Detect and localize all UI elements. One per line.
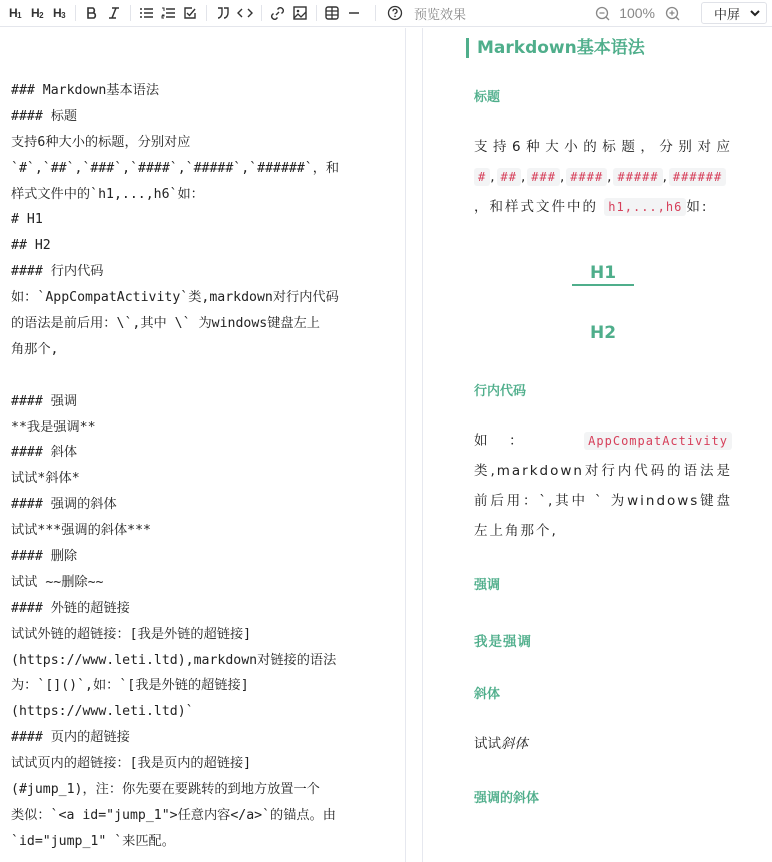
editor-line: 试试*斜体* [11,471,80,487]
image-icon [293,6,307,20]
image-button[interactable] [289,2,311,24]
text: ，和样式文件中的 [474,199,598,215]
unordered-list-button[interactable] [135,2,157,24]
preview-paragraph-headings: 支持6种大小的标题，分别对应 # , ## , ### , #### , ##### , ###### ，和样式文件中的 h1,...,h6 如: [474,139,732,215]
preview-heading-headings: 标题 [474,90,501,105]
zoom-level: 100% [619,5,655,21]
editor-line: (https://www.leti.ltd),markdown对链接的语法 [11,652,337,668]
h1-icon: $H_1$ [8,6,22,20]
h3-icon: $H_3$ [52,6,66,20]
link-icon [270,6,285,21]
preview-strong-text: 我是强调 [474,634,532,650]
editor-line: `#`,`##`,`###`,`####`,`#####`,`######`，和 [11,160,340,176]
checklist-button[interactable] [179,2,201,24]
italic-text: 斜体 [501,736,528,752]
zoom-out-button[interactable] [591,2,613,24]
bullet-list-icon [139,6,154,20]
h2-icon: $H_2$ [30,6,44,20]
editor-line: ### Markdown基本语法 [11,83,160,98]
heading1-button[interactable] [4,2,26,24]
zoom-in-icon [665,6,680,21]
editor-line: 试试***强调的斜体*** [11,523,151,539]
screen-size-select[interactable] [701,2,767,24]
help-icon [387,5,403,21]
italic-button[interactable] [103,2,125,24]
preview-h1: H1 [474,262,732,286]
ordered-list-button[interactable] [157,2,179,24]
heading3-button[interactable] [48,2,70,24]
editor-line: #### 行内代码 [11,264,104,280]
preview-paragraph-italic [474,729,732,759]
preview-h2: H2 [589,323,617,343]
editor-line: #### 标题 [11,108,78,124]
text: 类,markdown对行内代码的语法是前后用：`,其中 ` 为windows键盘左上角那个, [474,463,732,539]
inline-code: h1,...,h6 [604,198,686,216]
editor-line: #### 强调的斜体 [11,497,117,513]
editor-line: ## H2 [11,238,51,254]
toolbar-divider [316,5,317,21]
toolbar-divider [130,5,131,21]
editor-line: 样式文件中的`h1,...,h6`如： [11,186,204,202]
zoom-in-button[interactable] [661,2,683,24]
editor-line: 如：`AppCompatActivity`类,markdown对行内代码 [11,290,339,306]
link-button[interactable] [267,2,289,24]
toolbar-divider [261,5,262,21]
inline-code: ### [527,168,560,186]
editor-line: (https://www.leti.ltd)` [11,704,194,720]
inline-code: #### [566,168,607,186]
editor-line: #### 斜体 [11,445,78,461]
text: 试试 [474,736,501,752]
editor-line: #### 页内的超链接 [11,730,130,746]
zoom-control [591,2,683,24]
editor-line: 的语法是前后用：\`,其中 \` 为windows键盘左上 [11,316,320,332]
preview-heading-italic: 斜体 [474,687,501,702]
heading2-button[interactable] [26,2,48,24]
horizontal-rule-button[interactable] [343,2,365,24]
editor-line: 为：`[]()`,如：`[我是外链的超链接] [11,678,249,694]
editor-line: #### 外链的超链接 [11,600,130,616]
help-button[interactable] [384,2,406,24]
preview-heading-inline-code: 行内代码 [474,384,527,399]
editor-line: 角那个, [11,341,59,357]
chevron-down-icon [750,9,760,17]
checkbox-icon [183,6,197,20]
toolbar [0,0,772,27]
toolbar-divider [375,5,376,21]
markdown-editor[interactable] [0,28,406,862]
screen-size-value: 中屏 [714,7,741,23]
numbered-list-icon [161,6,176,20]
preview-title: Markdown基本语法 [466,38,732,58]
preview-paragraph-inline-code [474,426,732,546]
editor-line: 试试外链的超链接：[我是外链的超链接] [11,626,252,642]
inline-code: ###### [669,168,726,186]
preview-label: 预览效果 [414,7,467,23]
inline-code: # [474,168,490,186]
zoom-out-icon [595,6,610,21]
editor-line: 类似：`<a id="jump_1">任意内容</a>`的锚点。由 [11,807,336,823]
preview-heading-strong-italic: 强调的斜体 [474,791,540,806]
toolbar-divider [206,5,207,21]
format-toolbar [0,0,406,27]
editor-line: #### 删除 [11,549,78,565]
editor-line: 支持6种大小的标题，分别对应 [11,134,191,150]
code-icon [237,6,253,20]
text: 如： [474,433,545,449]
text: 支持6种大小的标题，分别对应 [474,139,732,155]
inline-code: AppCompatActivity [584,432,732,450]
horizontal-rule-icon [347,6,361,20]
editor-line: 试试 ~~删除~~ [11,574,104,590]
text: 如: [686,199,709,215]
preview-pane [424,28,772,862]
quote-button[interactable] [212,2,234,24]
preview-heading-emphasis: 强调 [474,578,501,593]
bold-button[interactable] [81,2,103,24]
preview-toolbar [406,0,772,27]
inline-code: ##### [613,168,662,186]
editor-line [11,363,405,389]
editor-line: `id="jump_1" `来匹配。 [11,833,175,849]
code-button[interactable] [234,2,256,24]
table-button[interactable] [321,2,343,24]
editor-line: 试试页内的超链接：[我是页内的超链接] [11,756,252,772]
italic-icon [107,6,121,20]
toolbar-divider [75,5,76,21]
editor-line: (#jump_1)，注：你先要在要跳转的到地方放置一个 [11,782,320,798]
quote-icon [216,6,230,20]
inline-code: ## [497,168,521,186]
editor-line: # H1 [11,212,43,228]
bold-icon [85,6,99,20]
pane-divider[interactable] [406,28,423,862]
editor-line: **我是强调** [11,419,96,435]
table-icon [325,6,339,20]
editor-line: #### 强调 [11,393,78,409]
